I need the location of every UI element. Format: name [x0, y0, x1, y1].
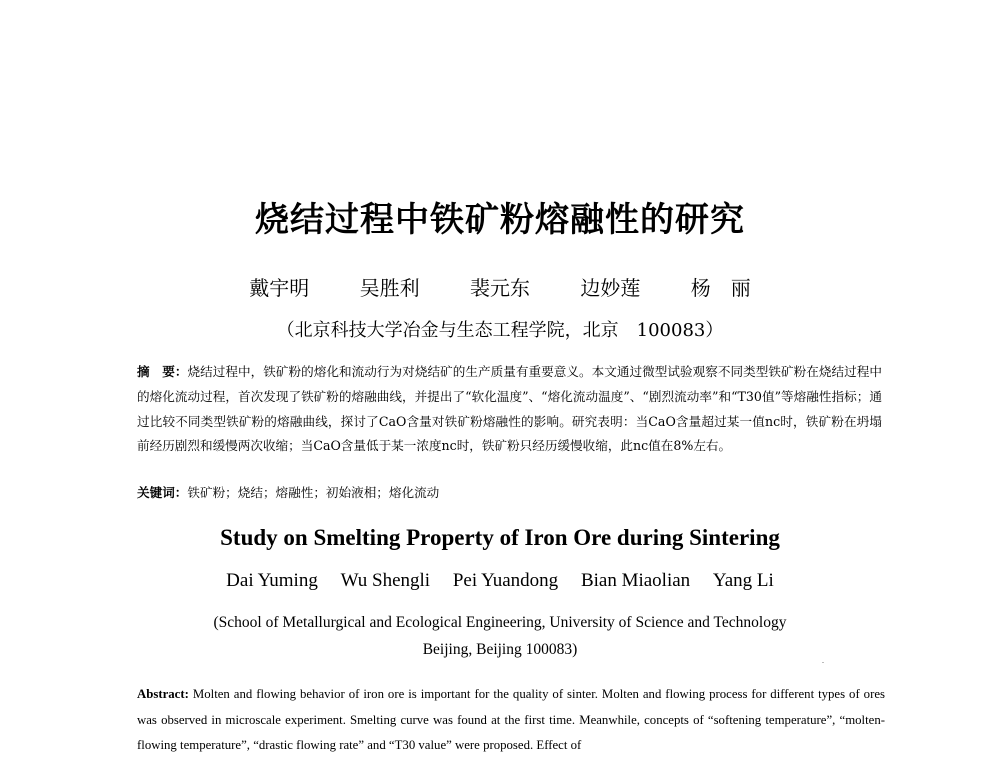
abstract-text: 烧结过程中，铁矿粉的熔化和流动行为对烧结矿的生产质量有重要意义。本文通过微型试验观察不同类型铁矿粉在烧结过程中的熔化流动过程，首次发现了铁矿粉的熔融曲线，并提出了“软化温度”、“熔化流动温度”、“剧烈流动率”和“T30值”等熔融性指标；通过比较不同类型铁矿粉的熔融曲线，探讨了CaO含量对铁矿粉熔融性的影响。研究表明：当CaO含量超过某一值nc时，铁矿粉在坍塌前经历剧烈和缓慢两次收缩；当CaO含量低于某一浓度nc时，铁矿粉只经历缓慢收缩，此nc值在8%左右。 — [137, 364, 883, 454]
paper-title-english: Study on Smelting Property of Iron Ore during Sintering — [220, 525, 780, 550]
abstract-label: Abstract: — [137, 687, 189, 701]
abstract-text: Molten and flowing behavior of iron ore is important for the quality of sinter. Molten and flowing process for different types of ores was observed in microscale experiment. Smelting curve was found at the first time. Meanwhile, concepts of “softening temperature”, “molten-flowing temperature”, “drastic flowing rate” and “T30 value” were proposed. Effect of — [137, 687, 885, 752]
author-list-chinese — [0, 272, 1000, 301]
author-name: Yang Li — [712, 570, 774, 591]
affiliation-english: (School of Metallurgical and Ecological Engineering, University of Science and Technology Beijing, Beijing 100083) — [213, 614, 787, 658]
keywords-label: 关键词： — [137, 485, 188, 500]
paper-title-chinese: 烧结过程中铁矿粉熔融性的研究 — [255, 200, 745, 240]
author-name: Dai Yuming — [226, 570, 318, 591]
author-name: 杨 丽 — [690, 276, 751, 300]
keywords-chinese — [137, 484, 882, 502]
abstract-chinese — [137, 360, 882, 459]
author-name: 边妙莲 — [580, 276, 641, 300]
author-name: 戴宇明 — [249, 276, 310, 300]
author-list-english — [0, 570, 1000, 592]
author-name: 吴胜利 — [359, 276, 420, 300]
abstract-label: 摘 要： — [137, 364, 188, 379]
author-name: Bian Miaolian — [580, 570, 691, 591]
author-name: Pei Yuandong — [452, 570, 559, 591]
scan-speck — [822, 662, 824, 663]
keywords-text: 铁矿粉；烧结；熔融性；初始液相；熔化流动 — [187, 485, 440, 500]
author-name: Wu Shengli — [340, 570, 431, 591]
abstract-english — [137, 682, 885, 759]
affiliation-chinese: （北京科技大学冶金与生态工程学院，北京 100083） — [276, 320, 724, 341]
author-name: 裴元东 — [470, 276, 530, 300]
